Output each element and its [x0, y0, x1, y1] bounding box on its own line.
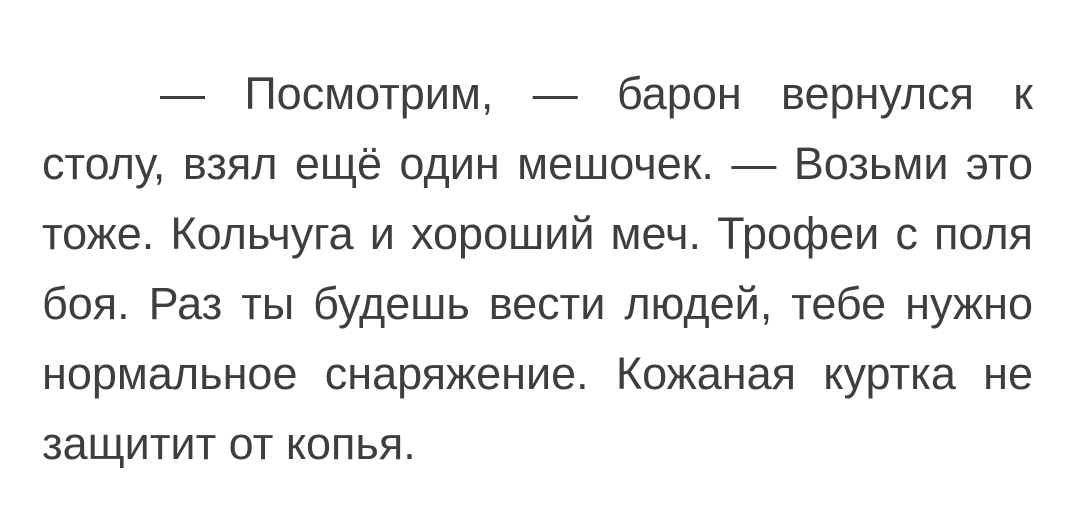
paragraph-text: — Посмотрим, — барон вернулся к столу, взял ещё один мешочек. — Возьми это тоже. Кольчуга и хороший меч. Трофеи с поля боя. Раз ты будешь вести людей, тебе нужно нормальное снаряжение. Кожаная куртка не защитит от копья.	[42, 68, 1046, 469]
